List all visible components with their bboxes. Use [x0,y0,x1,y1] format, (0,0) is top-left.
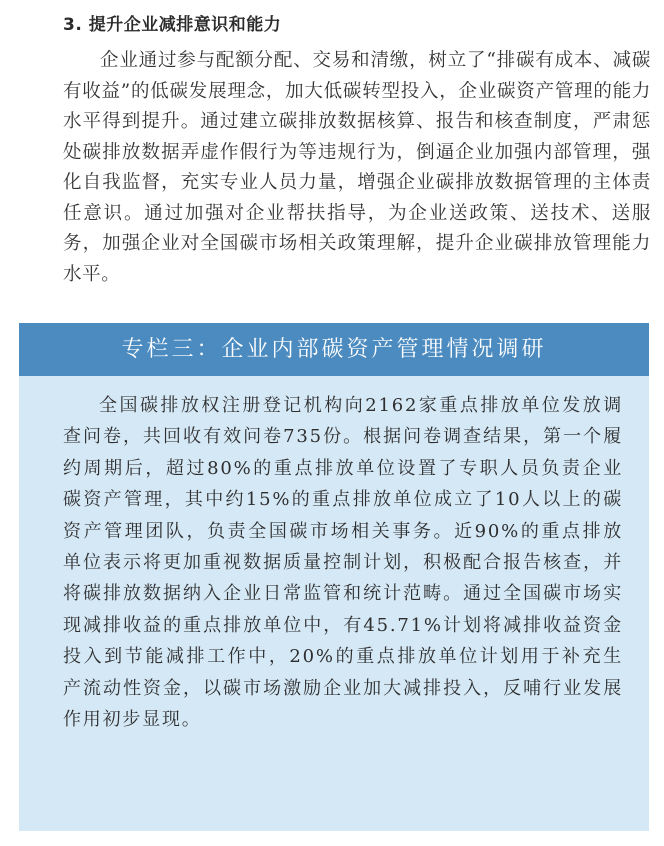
section-paragraph: 企业通过参与配额分配、交易和清缴，树立了“排碳有成本、减碳有收益”的低碳发展理念，加大低碳转型投入，企业碳资产管理的能力水平得到提升。通过建立碳排放数据核算、报告和核查制度，严肃惩处碳排放数据弄虚作假行为等违规行为，倒逼企业加强内部管理，强化自我监督，充实专业人员力量，增强企业碳排放数据管理的主体责任意识。通过加强对企业帮扶指导，为企业送政策、送技术、送服务，加强企业对全国碳市场相关政策理解，提升企业碳排放管理能力水平。 [63,50,651,285]
column-box-title: 专栏三：企业内部碳资产管理情况调研 [19,323,649,376]
section-heading: 3. 提升企业减排意识和能力 [63,15,282,35]
column-box-body [19,376,649,831]
column-box-text: 全国碳排放权注册登记机构向2162家重点排放单位发放调查问卷，共回收有效问卷735份。根据问卷调查结果，第一个履约周期后，超过80%的重点排放单位设置了专职人员负责企业碳资产管理，其中约15%的重点排放单位成立了10人以上的碳资产管理团队，负责全国碳市场相关事务。近90%的重点排放单位表示将更加重视数据质量控制计划，积极配合报告核查，并将碳排放数据纳入企业日常监管和统计范畴。通过全国碳市场实现减排收益的重点排放单位中，有45.71%计划将减排收益资金投入到节能减排工作中，20%的重点排放单位计划用于补充生产流动性资金，以碳市场激励企业加大减排投入，反哺行业发展作用初步显现。 [63,395,623,731]
